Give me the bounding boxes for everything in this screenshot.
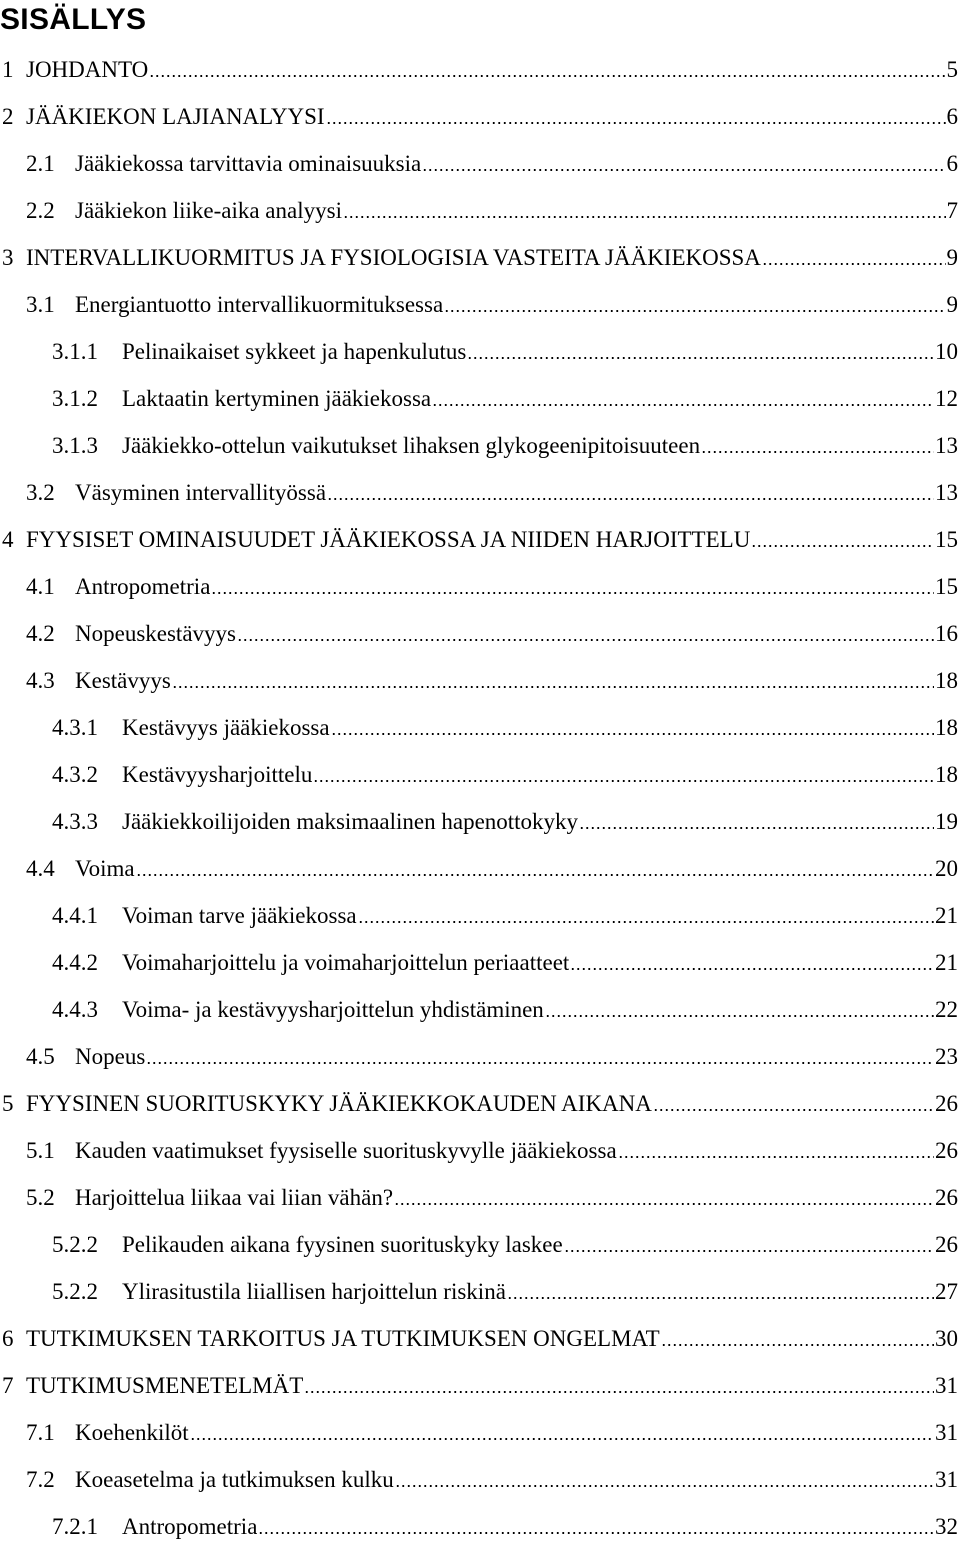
toc-entry-title: FYYSINEN SUORITUSKYKY JÄÄKIEKKOKAUDEN AIKANA (26, 1090, 652, 1116)
toc-entry-number: 5.2.2 (52, 1231, 98, 1257)
toc-entry-page-number: 18 (935, 761, 958, 787)
toc-entry-page-number: 12 (935, 385, 958, 411)
toc-entry-page-number: 7 (946, 197, 958, 223)
toc-entry-title: Jääkiekkoilijoiden maksimaalinen hapenottokyky (122, 808, 579, 834)
dot-leader (701, 451, 934, 453)
toc-entry-title: Antropometria (122, 1513, 258, 1539)
toc-entry-number: 3.1.1 (52, 338, 98, 364)
toc-entry[interactable] (0, 892, 958, 939)
toc-entry-number: 4 (2, 526, 14, 552)
toc-entry[interactable] (0, 1362, 958, 1409)
toc-entry-number: 4.2 (26, 620, 55, 646)
dot-leader (304, 1391, 934, 1393)
toc-entry-title: Koeasetelma ja tutkimuksen kulku (75, 1466, 394, 1492)
dot-leader (661, 1344, 934, 1346)
toc-entry-number: 4.3 (26, 667, 55, 693)
toc-entry[interactable] (0, 328, 958, 375)
toc-entry[interactable] (0, 375, 958, 422)
toc-entry-page-number: 31 (935, 1419, 958, 1445)
toc-entry[interactable] (0, 46, 958, 93)
toc-entry[interactable] (0, 1127, 958, 1174)
toc-entry-page-number: 27 (935, 1278, 958, 1304)
dot-leader (258, 1532, 934, 1534)
dot-leader (579, 827, 934, 829)
toc-entry-title: Kestävyys (75, 667, 171, 693)
toc-entry-number: 6 (2, 1325, 14, 1351)
toc-entry[interactable] (0, 939, 958, 986)
toc-entry[interactable] (0, 1456, 958, 1503)
toc-entry[interactable] (0, 704, 958, 751)
toc-entry-number: 5.2.2 (52, 1278, 98, 1304)
dot-leader (570, 968, 934, 970)
toc-entry-title: Voiman tarve jääkiekossa (122, 902, 357, 928)
toc-entry[interactable] (0, 657, 958, 704)
toc-entry-page-number: 26 (935, 1184, 958, 1210)
toc-entry[interactable] (0, 1268, 958, 1315)
toc-entry-title: Harjoittelua liikaa vai liian vähän? (75, 1184, 394, 1210)
toc-entry[interactable] (0, 1033, 958, 1080)
dot-leader (467, 357, 934, 359)
toc-entry-number: 3 (2, 244, 14, 270)
toc-entry-number: 3.2 (26, 479, 55, 505)
toc-entry-title: Ylirasitustila liiallisen harjoittelun riskinä (122, 1278, 506, 1304)
toc-entry-title: TUTKIMUSMENETELMÄT (26, 1372, 304, 1398)
toc-entry-page-number: 13 (935, 432, 958, 458)
toc-entry-page-number: 18 (935, 714, 958, 740)
toc-entry[interactable] (0, 93, 958, 140)
dot-leader (343, 216, 946, 218)
toc-entry-page-number: 26 (935, 1231, 958, 1257)
toc-entry-number: 4.5 (26, 1043, 55, 1069)
dot-leader (358, 921, 934, 923)
toc-entry-number: 1 (2, 56, 14, 82)
dot-leader (545, 1015, 934, 1017)
toc-entry-page-number: 15 (935, 526, 958, 552)
toc-entry[interactable] (0, 281, 958, 328)
toc-entry-page-number: 10 (935, 338, 958, 364)
toc-entry-number: 4.4.2 (52, 949, 98, 975)
toc-entry[interactable] (0, 516, 958, 563)
toc-entry[interactable] (0, 610, 958, 657)
toc-entry-number: 7.2.1 (52, 1513, 98, 1539)
toc-entry-number: 2 (2, 103, 14, 129)
toc-entry-page-number: 26 (935, 1090, 958, 1116)
dot-leader (507, 1297, 934, 1299)
toc-entry-number: 7.1 (26, 1419, 55, 1445)
toc-entry-page-number: 18 (935, 667, 958, 693)
toc-entry-number: 3.1.3 (52, 432, 98, 458)
toc-entry-title: Jääkiekon liike-aika analyysi (75, 197, 342, 223)
toc-entry-number: 4.3.1 (52, 714, 98, 740)
toc-entry-title: JOHDANTO (26, 56, 149, 82)
dot-leader (653, 1109, 934, 1111)
dot-leader (432, 404, 934, 406)
toc-entry-title: Voimaharjoittelu ja voimaharjoittelun periaatteet (122, 949, 570, 975)
dot-leader (618, 1156, 934, 1158)
dot-leader (190, 1438, 934, 1440)
toc-entry-page-number: 9 (946, 291, 958, 317)
toc-entry-number: 5.1 (26, 1137, 55, 1163)
toc-entry-page-number: 32 (935, 1513, 958, 1539)
dot-leader (313, 780, 934, 782)
toc-entry-page-number: 6 (946, 103, 958, 129)
toc-entry-title: Kauden vaatimukset fyysiselle suorituskyvylle jääkiekossa (75, 1137, 617, 1163)
toc-entry[interactable] (0, 140, 958, 187)
toc-entry[interactable] (0, 1409, 958, 1456)
toc-entry[interactable] (0, 563, 958, 610)
toc-entry-title: INTERVALLIKUORMITUS JA FYSIOLOGISIA VASTEITA JÄÄKIEKOSSA (26, 244, 761, 270)
toc-entry[interactable] (0, 234, 958, 281)
toc-entry-title: Jääkiekko-ottelun vaikutukset lihaksen glykogeenipitoisuuteen (122, 432, 701, 458)
toc-entry[interactable] (0, 422, 958, 469)
toc-entry-number: 4.4 (26, 855, 55, 881)
toc-entry[interactable] (0, 1503, 958, 1550)
toc-entry[interactable] (0, 986, 958, 1033)
toc-entry-number: 5 (2, 1090, 14, 1116)
toc-entry-title: Laktaatin kertyminen jääkiekossa (122, 385, 432, 411)
toc-entry-page-number: 19 (935, 808, 958, 834)
toc-entry-number: 7 (2, 1372, 14, 1398)
toc-entry-page-number: 31 (935, 1372, 958, 1398)
toc-entry[interactable] (0, 845, 958, 892)
toc-entry-page-number: 31 (935, 1466, 958, 1492)
dot-leader (751, 545, 934, 547)
toc-entry-page-number: 21 (935, 949, 958, 975)
toc-entry[interactable] (0, 1315, 958, 1362)
toc-entry-title: Jääkiekossa tarvittavia ominaisuuksia (75, 150, 422, 176)
dot-leader (394, 1203, 934, 1205)
dot-leader (422, 169, 945, 171)
toc-entry[interactable] (0, 1221, 958, 1268)
toc-entry-number: 4.3.3 (52, 808, 98, 834)
toc-entry-title: TUTKIMUKSEN TARKOITUS JA TUTKIMUKSEN ONGELMAT (26, 1325, 660, 1351)
toc-entry-number: 5.2 (26, 1184, 55, 1210)
dot-leader (762, 263, 946, 265)
toc-entry-page-number: 26 (935, 1137, 958, 1163)
toc-entry-number: 4.1 (26, 573, 55, 599)
toc-entry-number: 4.4.1 (52, 902, 98, 928)
toc-entry-title: FYYSISET OMINAISUUDET JÄÄKIEKOSSA JA NIIDEN HARJOITTELU (26, 526, 751, 552)
dot-leader (172, 686, 934, 688)
toc-entry-title: Kestävyys jääkiekossa (122, 714, 330, 740)
toc-entry-page-number: 6 (946, 150, 958, 176)
toc-entry-number: 7.2 (26, 1466, 55, 1492)
dot-leader (326, 122, 946, 124)
toc-entry-title: Antropometria (75, 573, 211, 599)
dot-leader (149, 75, 945, 77)
toc-entry-title: Voima (75, 855, 135, 881)
toc-entry-page-number: 20 (935, 855, 958, 881)
toc-entry-number: 4.3.2 (52, 761, 98, 787)
toc-entry-title: Väsyminen intervallityössä (75, 479, 327, 505)
toc-entry-number: 2.2 (26, 197, 55, 223)
toc-entry-title: Voima- ja kestävyysharjoittelun yhdistäminen (122, 996, 544, 1022)
dot-leader (237, 639, 934, 641)
dot-leader (444, 310, 945, 312)
toc-entry-page-number: 21 (935, 902, 958, 928)
toc-entry-page-number: 5 (946, 56, 958, 82)
dot-leader (564, 1250, 934, 1252)
toc-entry[interactable] (0, 798, 958, 845)
table-of-contents (0, 46, 958, 1550)
toc-entry-title: Koehenkilöt (75, 1419, 189, 1445)
toc-entry-title: Pelinaikaiset sykkeet ja hapenkulutus (122, 338, 467, 364)
dot-leader (331, 733, 934, 735)
toc-entry-page-number: 16 (935, 620, 958, 646)
toc-entry-page-number: 23 (935, 1043, 958, 1069)
toc-entry-page-number: 22 (935, 996, 958, 1022)
toc-entry-title: Energiantuotto intervallikuormituksessa (75, 291, 444, 317)
toc-entry-number: 2.1 (26, 150, 55, 176)
toc-entry-page-number: 13 (935, 479, 958, 505)
dot-leader (146, 1062, 934, 1064)
toc-entry-title: Pelikauden aikana fyysinen suorituskyky laskee (122, 1231, 563, 1257)
toc-entry-number: 3.1.2 (52, 385, 98, 411)
toc-entry-title: Kestävyysharjoittelu (122, 761, 313, 787)
toc-heading: SISÄLLYS (0, 3, 147, 36)
toc-entry-number: 3.1 (26, 291, 55, 317)
toc-entry[interactable] (0, 469, 958, 516)
toc-entry[interactable] (0, 1080, 958, 1127)
toc-entry-title: Nopeus (75, 1043, 146, 1069)
toc-entry-title: Nopeuskestävyys (75, 620, 236, 646)
toc-entry-page-number: 30 (935, 1325, 958, 1351)
toc-entry[interactable] (0, 187, 958, 234)
dot-leader (211, 592, 934, 594)
toc-entry-title: JÄÄKIEKON LAJIANALYYSI (26, 103, 325, 129)
toc-entry[interactable] (0, 1174, 958, 1221)
dot-leader (136, 874, 934, 876)
toc-entry-page-number: 9 (946, 244, 958, 270)
toc-entry-number: 4.4.3 (52, 996, 98, 1022)
dot-leader (395, 1485, 934, 1487)
dot-leader (327, 498, 934, 500)
toc-entry-page-number: 15 (935, 573, 958, 599)
toc-entry[interactable] (0, 751, 958, 798)
